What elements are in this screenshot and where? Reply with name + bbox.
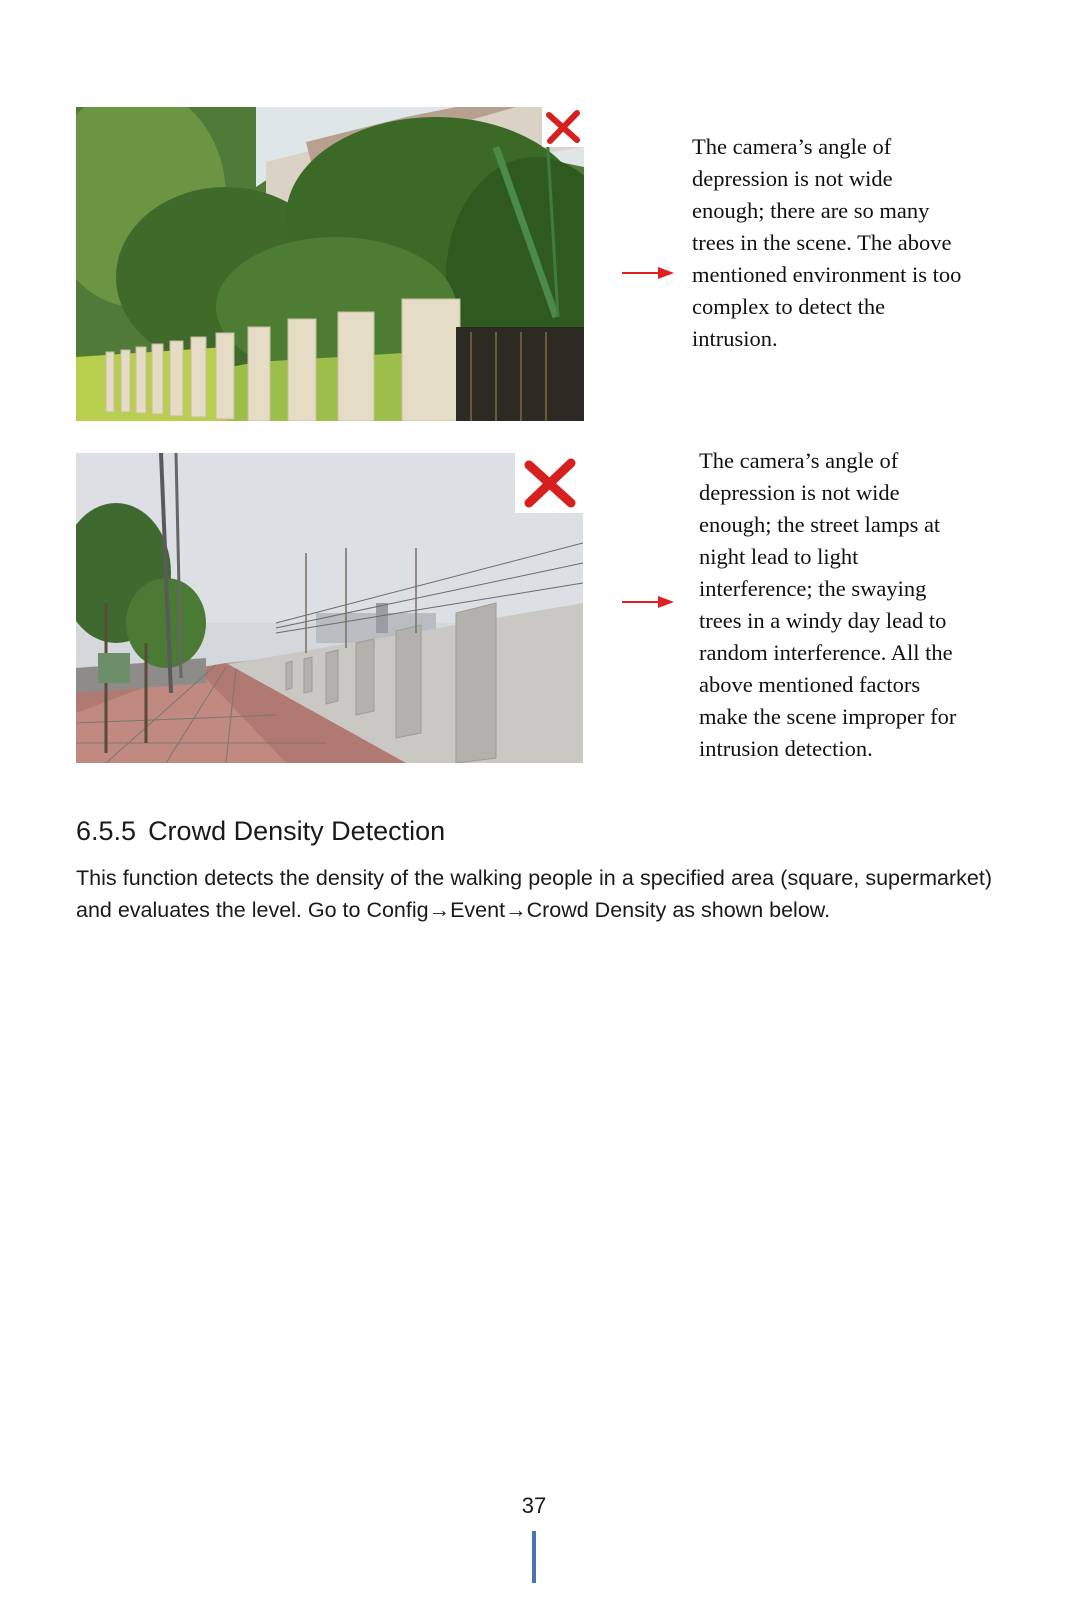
red-x-icon [515, 453, 583, 513]
section-body: This function detects the density of the walking people in a specified area (square, supermarket) and evaluates the level. Go to Config→Event→Crowd Density as shown below. [76, 866, 992, 922]
red-arrow-right-icon [622, 595, 674, 609]
footer-bar [532, 1531, 536, 1583]
page-number: 37 [521, 1493, 547, 1518]
section-number: 6.5.5 [76, 816, 137, 846]
section-title: Crowd Density Detection [148, 816, 446, 846]
photo-fence-with-street [76, 453, 583, 763]
figure-caption: The camera’s angle of depression is not wide enough; the street lamps at night lead to light interference; the swaying trees in a windy day lead to random interference. All the above mentioned factors make the scene improper for intrusion detection. [699, 448, 957, 761]
figure-caption: The camera’s angle of depression is not wide enough; there are so many trees in the scene. The above mentioned environment is too complex to detect the intrusion. [692, 134, 962, 351]
red-arrow-right-icon [622, 266, 674, 280]
red-x-icon [542, 107, 584, 147]
section-heading [76, 816, 445, 847]
photo-fence-with-trees [76, 107, 584, 421]
